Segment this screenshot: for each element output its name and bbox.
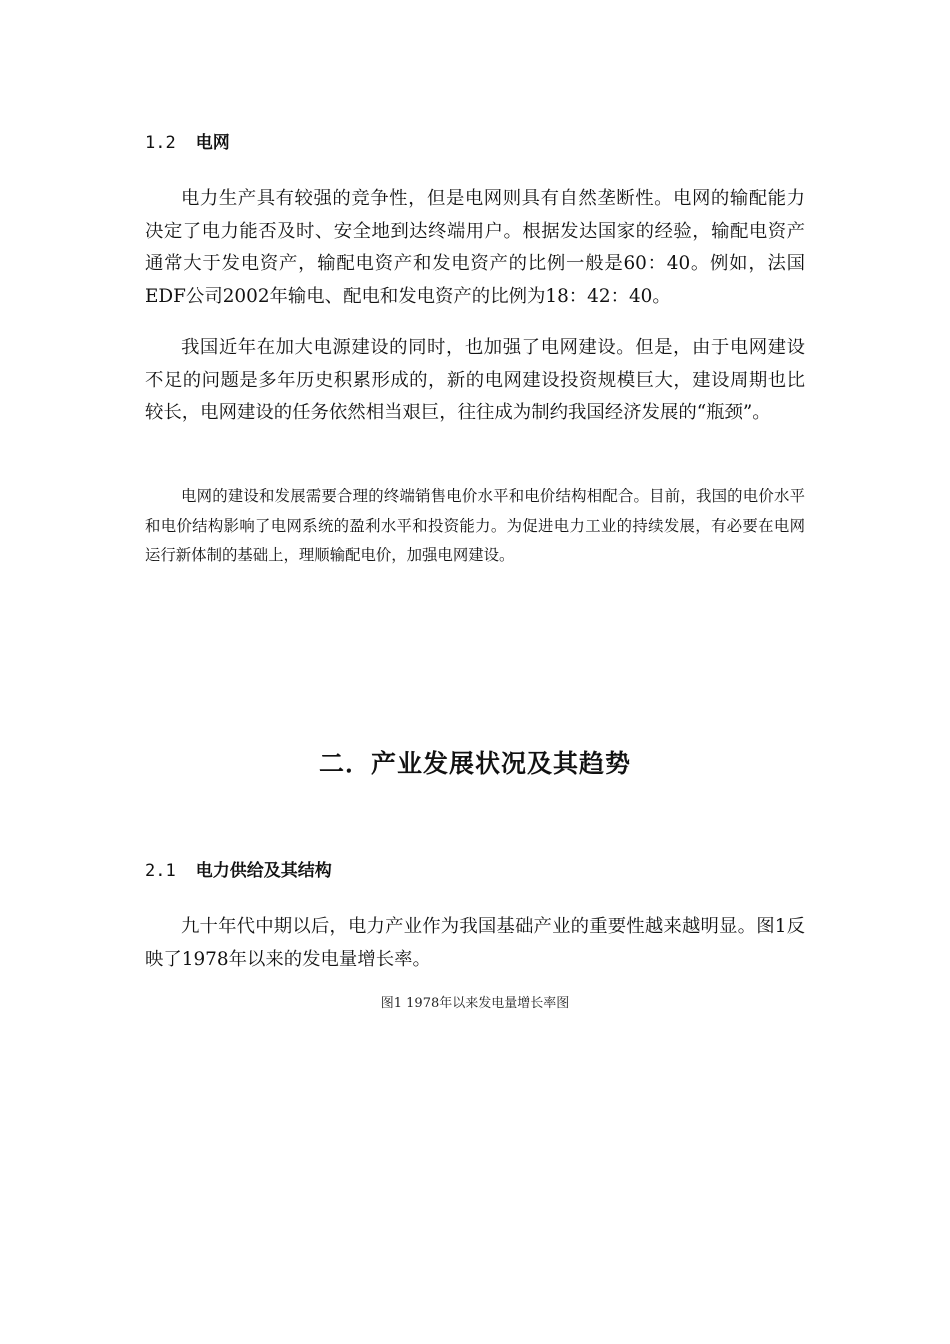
section-heading-1-2 [145, 128, 230, 153]
section-number: 1.2 [145, 133, 176, 153]
chapter-title: 二．产业发展状况及其趋势 [318, 749, 631, 778]
paragraph-grid-pricing: 电网的建设和发展需要合理的终端销售电价水平和电价结构相配合。目前，我国的电价水平和电价结构影响了电网系统的盈利水平和投资能力。为促进电力工业的持续发展，有必要在电网运行新体制的基础上，理顺输配电价，加强电网建设。 [145, 487, 805, 564]
section-title: 电力供给及其结构 [195, 861, 332, 881]
paragraph-power-supply: 九十年代中期以后，电力产业作为我国基础产业的重要性越来越明显。图1反映了1978年以来的发电量增长率。 [145, 916, 805, 970]
paragraph-grid-construction: 我国近年在加大电源建设的同时，也加强了电网建设。但是，由于电网建设不足的问题是多年历史积累形成的，新的电网建设投资规模巨大，建设周期也比较长，电网建设的任务依然相当艰巨，往往成为制约我国经济发展的“瓶颈”。 [145, 337, 805, 423]
paragraph-grid-monopoly: 电力生产具有较强的竞争性，但是电网则具有自然垄断性。电网的输配能力决定了电力能否及时、安全地到达终端用户。根据发达国家的经验，输配电资产通常大于发电资产，输配电资产和发电资产的比例一般是60：40。例如，法国EDF公司2002年输电、配电和发电资产的比例为18：42：40。 [145, 188, 805, 307]
section-title: 电网 [195, 133, 230, 153]
section-number: 2.1 [145, 861, 176, 881]
section-heading-2-1 [145, 856, 332, 881]
figure-caption: 图1 1978年以来发电量增长率图 [380, 996, 570, 1011]
